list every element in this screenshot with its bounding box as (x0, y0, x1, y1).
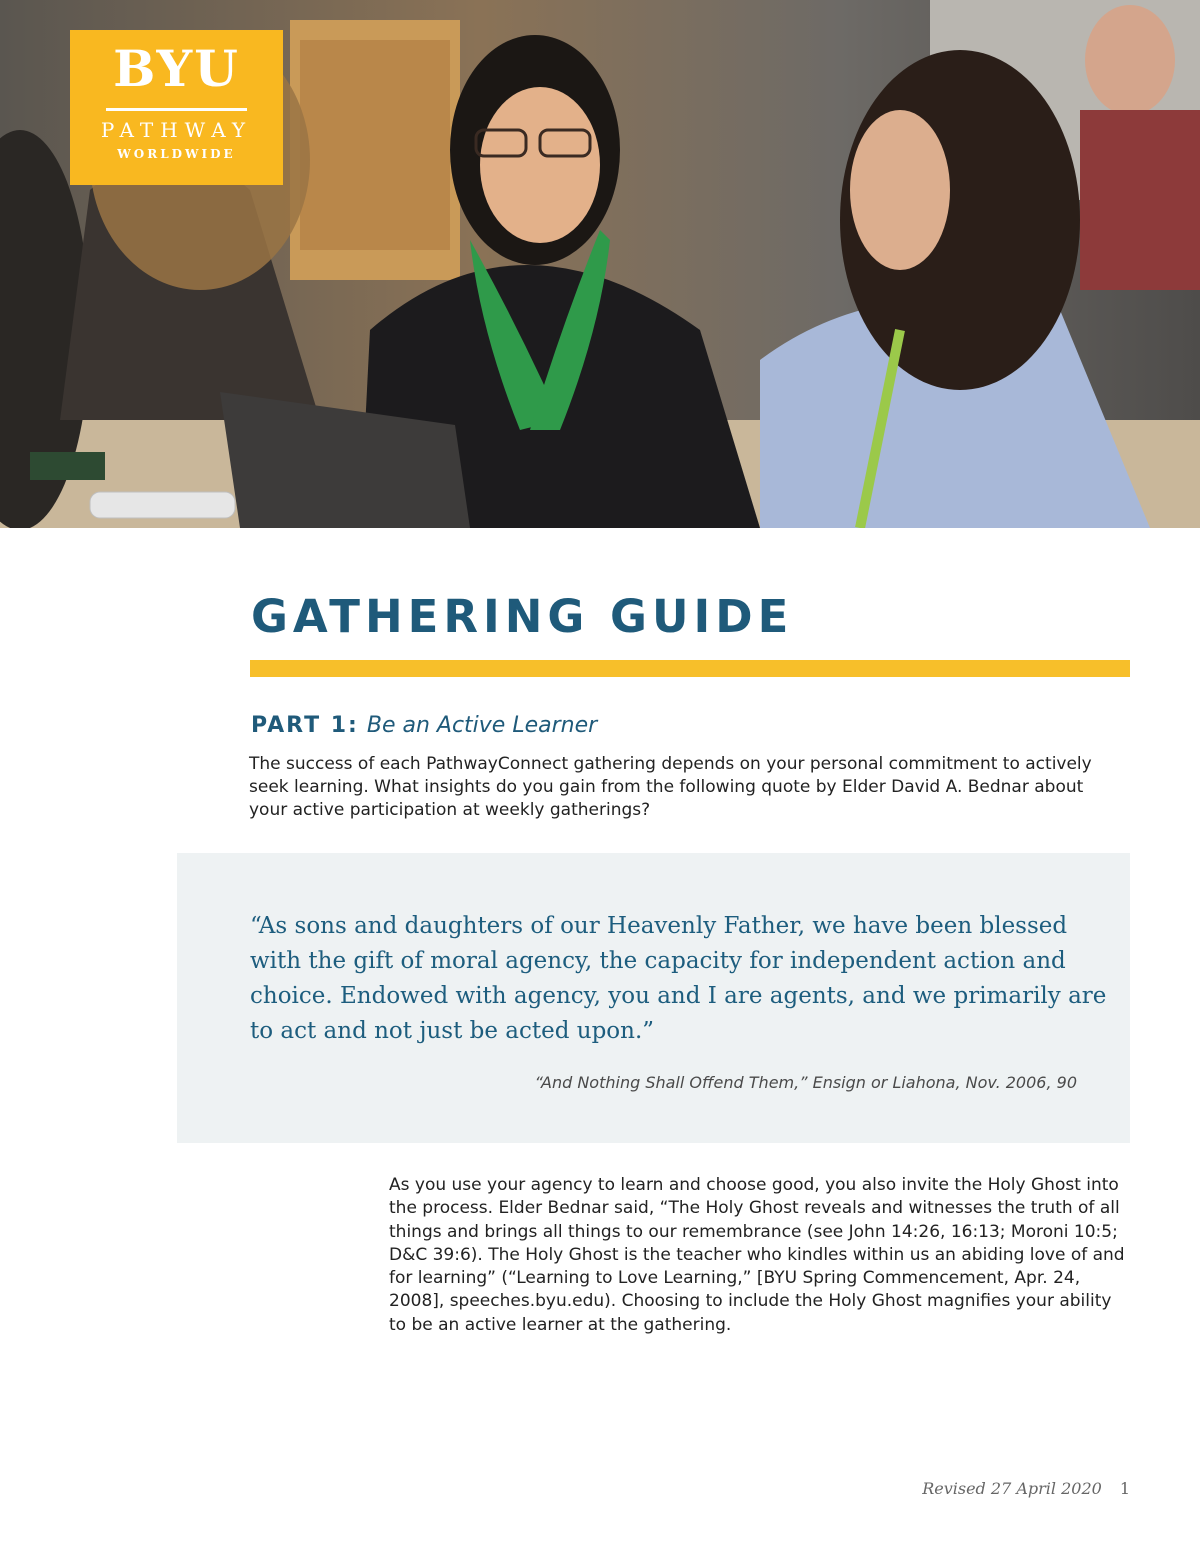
logo-pathway-text: PATHWAY (100, 118, 253, 142)
part-label: PART 1: (251, 713, 359, 738)
page-number: 1 (1119, 1479, 1130, 1498)
logo-divider (106, 108, 247, 111)
logo-worldwide-text: WORLDWIDE (117, 147, 236, 161)
page-footer (922, 1479, 1130, 1498)
quote-text: “As sons and daughters of our Heavenly Father, we have been blessed with the gift of moral agency, the capacity for independent action and choice. Endowed with agency, you and I are agents, and we primarily are to act and not just be acted upon.” (250, 913, 1107, 1044)
part-title: Be an Active Learner (366, 713, 598, 738)
logo-byu-text: BYU (113, 39, 240, 98)
quote-citation: “And Nothing Shall Offend Them,” Ensign or Liahona, Nov. 2006, 90 (534, 1073, 1077, 1092)
revision-date: Revised 27 April 2020 (922, 1479, 1102, 1498)
intro-paragraph: The success of each PathwayConnect gathering depends on your personal commitment to actively seek learning. What insights do you gain from the following quote by Elder David A. Bednar about your active participation at weekly gatherings? (249, 754, 1092, 820)
byu-pathway-logo (70, 30, 283, 185)
hero-photo (0, 0, 1200, 528)
quote-box (177, 853, 1130, 1143)
section-heading (251, 715, 597, 737)
page-title: GATHERING GUIDE (251, 590, 794, 643)
title-accent-bar (250, 660, 1130, 677)
body-paragraph: As you use your agency to learn and choose good, you also invite the Holy Ghost into the process. Elder Bednar said, “The Holy Ghost reveals and witnesses the truth of all things and brings all things to our remembrance (see John 14:26, 16:13; Moroni 10:5; D&C 39:6). The Holy Ghost is the teacher who kindles within us an abiding love of and for learning” (“Learning to Love Learning,” [BYU Spring Commencement, Apr. 24, 2008], speeches.byu.edu). Choosing to include the Holy Ghost magnifies your ability to be an active learner at the gathering. (389, 1175, 1125, 1335)
